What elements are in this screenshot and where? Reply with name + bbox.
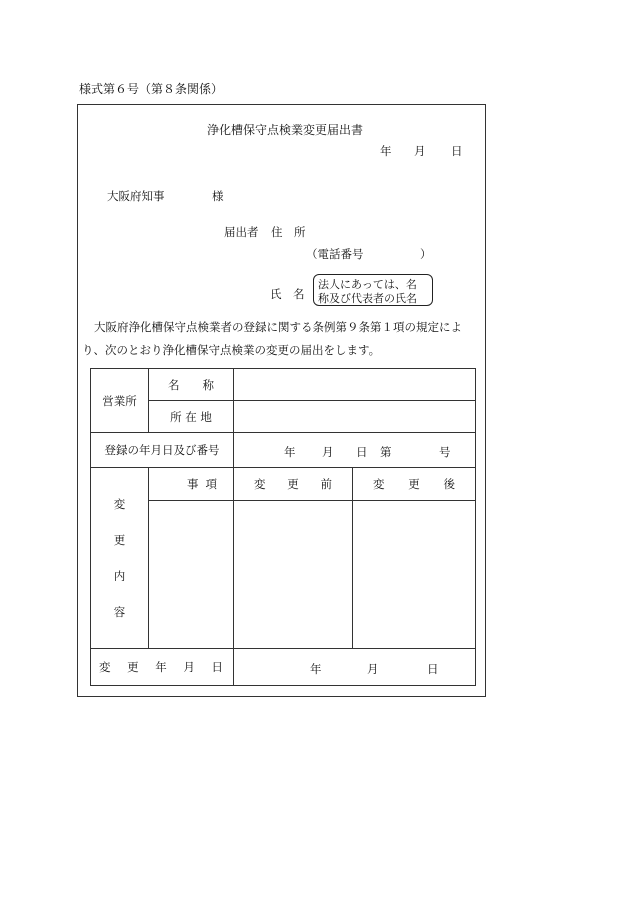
change-content-char-3: 内 xyxy=(113,569,126,583)
before-header-char-3: 前 xyxy=(320,477,332,491)
before-field xyxy=(234,501,353,649)
change-date-char-1: 変 xyxy=(99,660,111,674)
date-day: 日 xyxy=(451,144,463,158)
change-content-char-1: 変 xyxy=(113,497,126,511)
item-header-right: 項 xyxy=(205,477,217,491)
office-name-label: 名 称 xyxy=(149,369,234,401)
before-header-char-2: 更 xyxy=(287,477,299,491)
address-label: 住 所 xyxy=(271,225,306,239)
registration-year: 年 xyxy=(284,444,296,459)
registration-month: 月 xyxy=(322,444,334,459)
item-header-left: 事 xyxy=(187,477,199,491)
registration-dai: 第 xyxy=(380,444,392,459)
change-date-char-4: 月 xyxy=(183,660,195,674)
change-date-char-3: 年 xyxy=(155,660,167,674)
change-content-label xyxy=(91,468,149,649)
change-date-month: 月 xyxy=(367,661,379,676)
body-text-line2: り、次のとおり浄化槽保守点検業の変更の届出をします。 xyxy=(82,343,381,357)
change-content-char-4: 容 xyxy=(113,605,126,619)
registration-go: 号 xyxy=(439,444,451,459)
registration-field xyxy=(234,433,476,468)
after-header-char-1: 変 xyxy=(373,477,385,491)
name-label: 氏 名 xyxy=(270,287,305,301)
corporate-note-line2: 称及び代表者の氏名 xyxy=(318,292,417,305)
office-location-field xyxy=(234,401,476,433)
addressee-name: 大阪府知事 xyxy=(107,189,165,203)
before-header xyxy=(234,468,353,501)
change-date-day: 日 xyxy=(427,661,439,676)
change-date-char-5: 日 xyxy=(211,660,223,674)
change-date-char-2: 更 xyxy=(127,660,139,674)
change-details-table xyxy=(90,368,476,686)
form-title: 浄化槽保守点検業変更届出書 xyxy=(207,123,364,137)
change-date-field xyxy=(234,649,476,686)
after-header-char-2: 更 xyxy=(408,477,420,491)
after-header xyxy=(353,468,476,501)
body-text-line1: 大阪府浄化槽保守点検業者の登録に関する条例第９条第１項の規定によ xyxy=(94,320,462,334)
after-header-char-3: 後 xyxy=(443,477,455,491)
addressee-honorific: 様 xyxy=(212,189,224,203)
corporate-note-line1: 法人にあっては、名 xyxy=(318,278,417,291)
item-header xyxy=(149,468,234,501)
date-month: 月 xyxy=(414,144,426,158)
change-date-year: 年 xyxy=(310,661,322,676)
item-field xyxy=(149,501,234,649)
registration-label: 登録の年月日及び番号 xyxy=(91,433,234,468)
date-year: 年 xyxy=(380,144,392,158)
change-content-char-2: 更 xyxy=(113,533,126,547)
form-number: 様式第６号（第８条関係） xyxy=(79,82,224,96)
registration-day: 日 xyxy=(356,444,368,459)
applicant-label: 届出者 xyxy=(224,225,259,239)
change-date-label xyxy=(91,649,234,686)
before-header-char-1: 変 xyxy=(254,477,266,491)
office-location-label: 所 在 地 xyxy=(149,401,234,433)
after-field xyxy=(353,501,476,649)
phone-close: ） xyxy=(420,247,432,261)
office-name-field xyxy=(234,369,476,401)
office-label: 営業所 xyxy=(91,369,149,433)
phone-label: （電話番号 xyxy=(306,247,364,261)
